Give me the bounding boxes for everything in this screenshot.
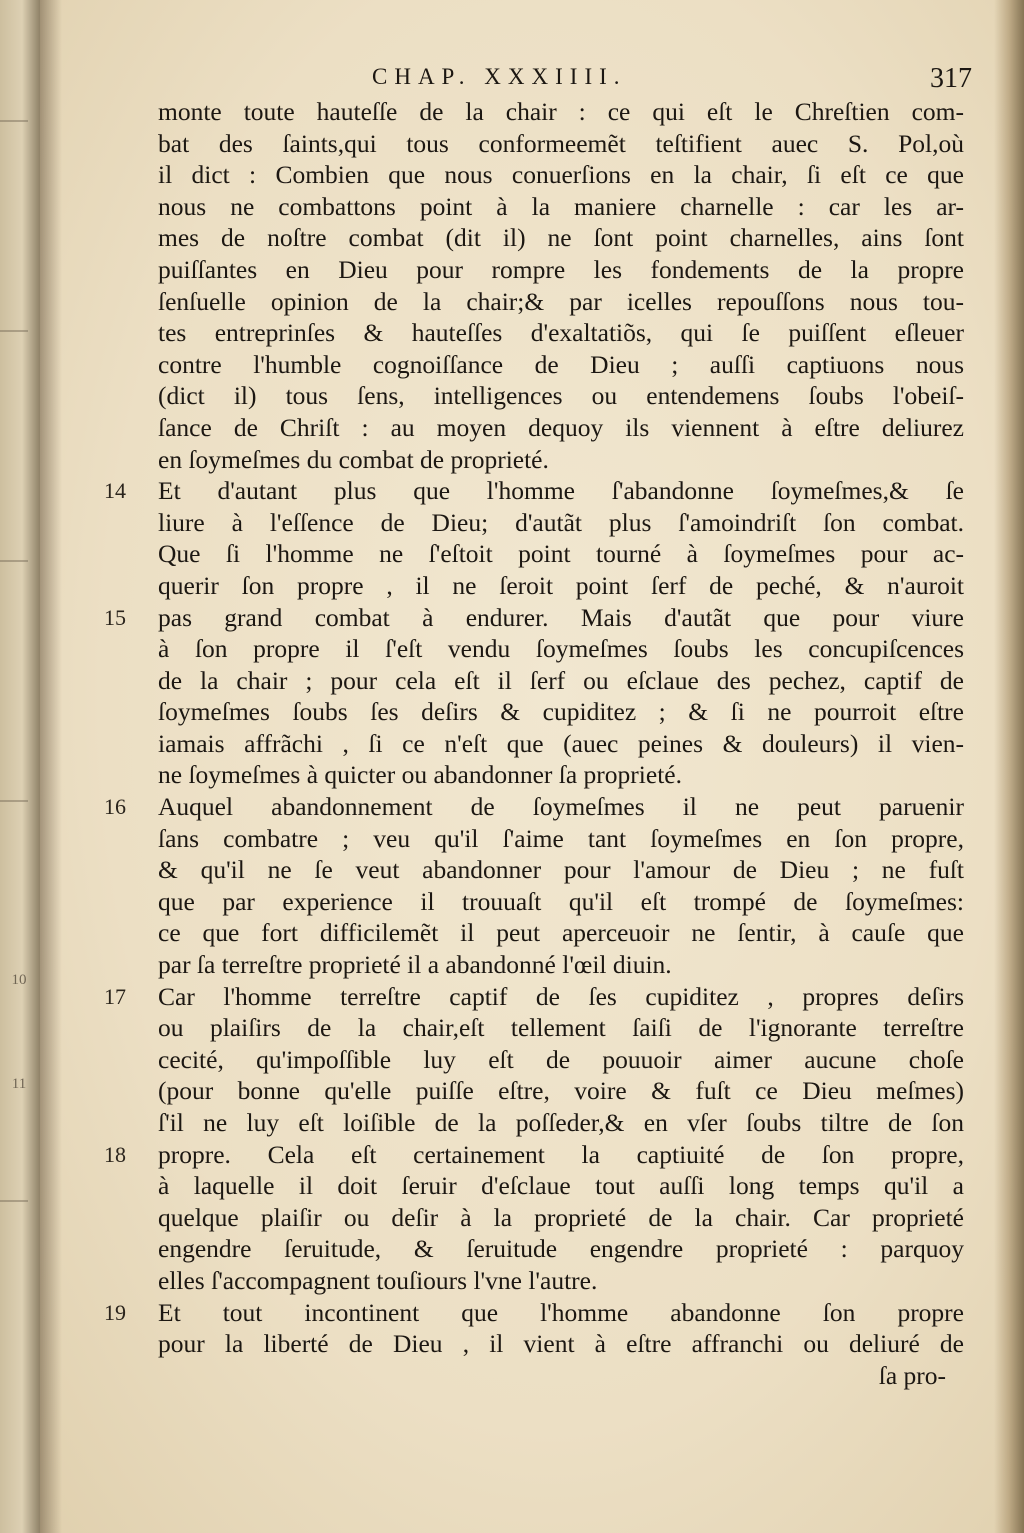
verse-number: 15 bbox=[104, 604, 126, 630]
line-text: ſ'il ne luy eſt loiſible de la poſſeder,& en vſer ſoubs tiltre de ſon bbox=[158, 1108, 964, 1137]
text-line bbox=[104, 949, 964, 981]
line-text: ou plaiſirs de la chair,eſt tellement ſaiſi de l'ignorante terreſtre bbox=[158, 1013, 964, 1043]
line-text: il dict : Combien que nous conuerſions en la chair, ſi eſt ce que bbox=[158, 160, 964, 190]
text-line bbox=[104, 380, 964, 412]
line-text: nous ne combattons point à la maniere charnelle : car les ar- bbox=[158, 191, 964, 221]
text-line bbox=[104, 412, 964, 444]
line-text: Auquel abandonnement de ſoymeſmes il ne peut paruenir bbox=[158, 792, 964, 822]
text-line bbox=[104, 286, 964, 318]
verse-number: 19 bbox=[104, 1299, 126, 1325]
facing-margin-number: 10 bbox=[11, 972, 27, 988]
text-line bbox=[104, 1170, 964, 1202]
line-text: à ſon propre il ſ'eſt vendu ſoymeſmes ſoubs les concupiſcences bbox=[158, 634, 964, 664]
verse-number: 14 bbox=[104, 478, 126, 504]
text-line bbox=[104, 1297, 964, 1329]
text-line bbox=[104, 1328, 964, 1360]
text-line bbox=[104, 728, 964, 760]
text-line bbox=[104, 159, 964, 191]
text-line bbox=[104, 317, 964, 349]
line-text: liure à l'eſſence de Dieu; d'autãt plus ſ'amoindriſt ſon combat. bbox=[158, 507, 964, 537]
text-line bbox=[104, 96, 964, 128]
line-text: elles ſ'accompagnent touſiours l'vne l'autre. bbox=[158, 1265, 598, 1295]
line-text: ne ſoymeſmes à quicter ou abandonner ſa proprieté. bbox=[158, 760, 682, 790]
line-text: en ſoymeſmes du combat de proprieté. bbox=[158, 444, 549, 474]
line-text: par ſa terreſtre proprieté il a abandonné l'œil diuin. bbox=[158, 950, 672, 980]
text-line bbox=[104, 538, 964, 570]
text-line bbox=[104, 254, 964, 286]
line-text: monte toute hauteſſe de la chair : ce qui eſt le Chreſtien com- bbox=[158, 97, 964, 126]
text-line bbox=[104, 1202, 964, 1234]
chapter-heading: CHAP. XXXIIII. bbox=[372, 64, 627, 89]
text-line bbox=[104, 1012, 964, 1044]
line-text: puiſſantes en Dieu pour rompre les fondements de la propre bbox=[158, 254, 964, 284]
text-line bbox=[104, 917, 964, 949]
text-line bbox=[104, 1139, 964, 1171]
line-text: & qu'il ne ſe veut abandonner pour l'amour de Dieu ; ne fuſt bbox=[158, 855, 964, 885]
text-line bbox=[104, 128, 964, 160]
text-line bbox=[104, 759, 964, 791]
line-text: tes entreprinſes & hauteſſes d'exaltatiõs, qui ſe puiſſent eſleuer bbox=[158, 318, 964, 348]
text-line bbox=[104, 886, 964, 918]
line-text: pour la liberté de Dieu , il vient à eſtre affranchi ou deliuré de bbox=[158, 1329, 964, 1359]
page-text bbox=[104, 62, 972, 1391]
line-text: pas grand combat à endurer. Mais d'autãt que pour viure bbox=[158, 602, 964, 632]
line-text: ſenſuelle opinion de la chair;& par icelles repouſſons nous tou- bbox=[158, 286, 964, 316]
page-edge-shadow bbox=[994, 0, 1024, 1533]
text-line bbox=[104, 1044, 964, 1076]
page-leaf bbox=[40, 0, 1024, 1533]
line-text: bat des ſaints,qui tous conformeemẽt teſtifient auec S. Pol,où bbox=[158, 128, 964, 158]
running-head bbox=[104, 62, 972, 96]
catchword-line bbox=[104, 1360, 964, 1392]
line-text: que par experience il trouuaſt qu'il eſt trompé de ſoymeſmes: bbox=[158, 886, 964, 916]
text-line bbox=[104, 602, 964, 634]
text-line bbox=[104, 823, 964, 855]
line-text: à laquelle il doit ſeruir d'eſclaue tout auſſi long temps qu'il a bbox=[158, 1171, 964, 1201]
text-line bbox=[104, 1107, 964, 1139]
facing-page-edge bbox=[0, 0, 40, 1533]
facing-margin-number: 11 bbox=[11, 1076, 27, 1092]
line-text: Et tout incontinent que l'homme abandonne ſon propre bbox=[158, 1297, 964, 1327]
line-text: (pour bonne qu'elle puiſſe eſtre, voire & fuſt ce Dieu meſmes) bbox=[158, 1076, 964, 1106]
line-text: ſans combatre ; veu qu'il ſ'aime tant ſoymeſmes en ſon propre, bbox=[158, 823, 964, 853]
line-text: Que ſi l'homme ne ſ'eſtoit point tourné à ſoymeſmes pour ac- bbox=[158, 539, 964, 569]
gutter-shadow bbox=[40, 0, 62, 1533]
line-text: cecité, qu'impoſſible luy eſt de pouuoir aimer aucune choſe bbox=[158, 1044, 964, 1074]
line-text: Car l'homme terreſtre captif de ſes cupiditez , propres deſirs bbox=[158, 981, 964, 1011]
text-line bbox=[104, 633, 964, 665]
line-text: quelque plaiſir ou deſir à la proprieté de la chair. Car proprieté bbox=[158, 1202, 964, 1232]
verse-number: 17 bbox=[104, 983, 126, 1009]
line-text: (dict il) tous ſens, intelligences ou entendemens ſoubs l'obeiſ- bbox=[158, 381, 964, 411]
body-text bbox=[104, 96, 964, 1391]
page-number: 317 bbox=[930, 63, 972, 94]
text-line bbox=[104, 1265, 964, 1297]
line-text: querir ſon propre , il ne ſeroit point ſerf de peché, & n'auroit bbox=[158, 570, 964, 600]
text-line bbox=[104, 665, 964, 697]
line-text: iamais affrãchi , ſi ce n'eſt que (auec peines & douleurs) il vien- bbox=[158, 728, 964, 758]
text-line bbox=[104, 349, 964, 381]
text-line bbox=[104, 570, 964, 602]
line-text: de la chair ; pour cela eſt il ſerf ou eſclaue des pechez, captif de bbox=[158, 665, 964, 695]
line-text: engendre ſeruitude, & ſeruitude engendre proprieté : parquoy bbox=[158, 1234, 964, 1264]
line-text: ce que fort difficilemẽt il peut aperceuoir ne ſentir, à cauſe que bbox=[158, 918, 964, 948]
text-line bbox=[104, 791, 964, 823]
line-text: Et d'autant plus que l'homme ſ'abandonne ſoymeſmes,& ſe bbox=[158, 476, 964, 506]
line-text: ſoymeſmes ſoubs ſes deſirs & cupiditez ; & ſi ne pourroit eſtre bbox=[158, 697, 964, 727]
text-line bbox=[104, 696, 964, 728]
line-text: mes de noſtre combat (dit il) ne ſont point charnelles, ains ſont bbox=[158, 223, 964, 253]
line-text: contre l'humble cognoiſſance de Dieu ; auſſi captiuons nous bbox=[158, 349, 964, 379]
verse-number: 18 bbox=[104, 1141, 126, 1167]
catchword: ſa pro- bbox=[878, 1360, 946, 1390]
text-line bbox=[104, 854, 964, 886]
line-text: propre. Cela eſt certainement la captiuité de ſon propre, bbox=[158, 1139, 964, 1169]
text-line bbox=[104, 981, 964, 1013]
text-line bbox=[104, 191, 964, 223]
text-line bbox=[104, 507, 964, 539]
text-line bbox=[104, 1233, 964, 1265]
line-text: ſance de Chriſt : au moyen dequoy ils viennent à eſtre deliurez bbox=[158, 412, 964, 442]
text-line bbox=[104, 475, 964, 507]
text-line bbox=[104, 1075, 964, 1107]
verse-number: 16 bbox=[104, 794, 126, 820]
text-line bbox=[104, 222, 964, 254]
text-line bbox=[104, 444, 964, 476]
